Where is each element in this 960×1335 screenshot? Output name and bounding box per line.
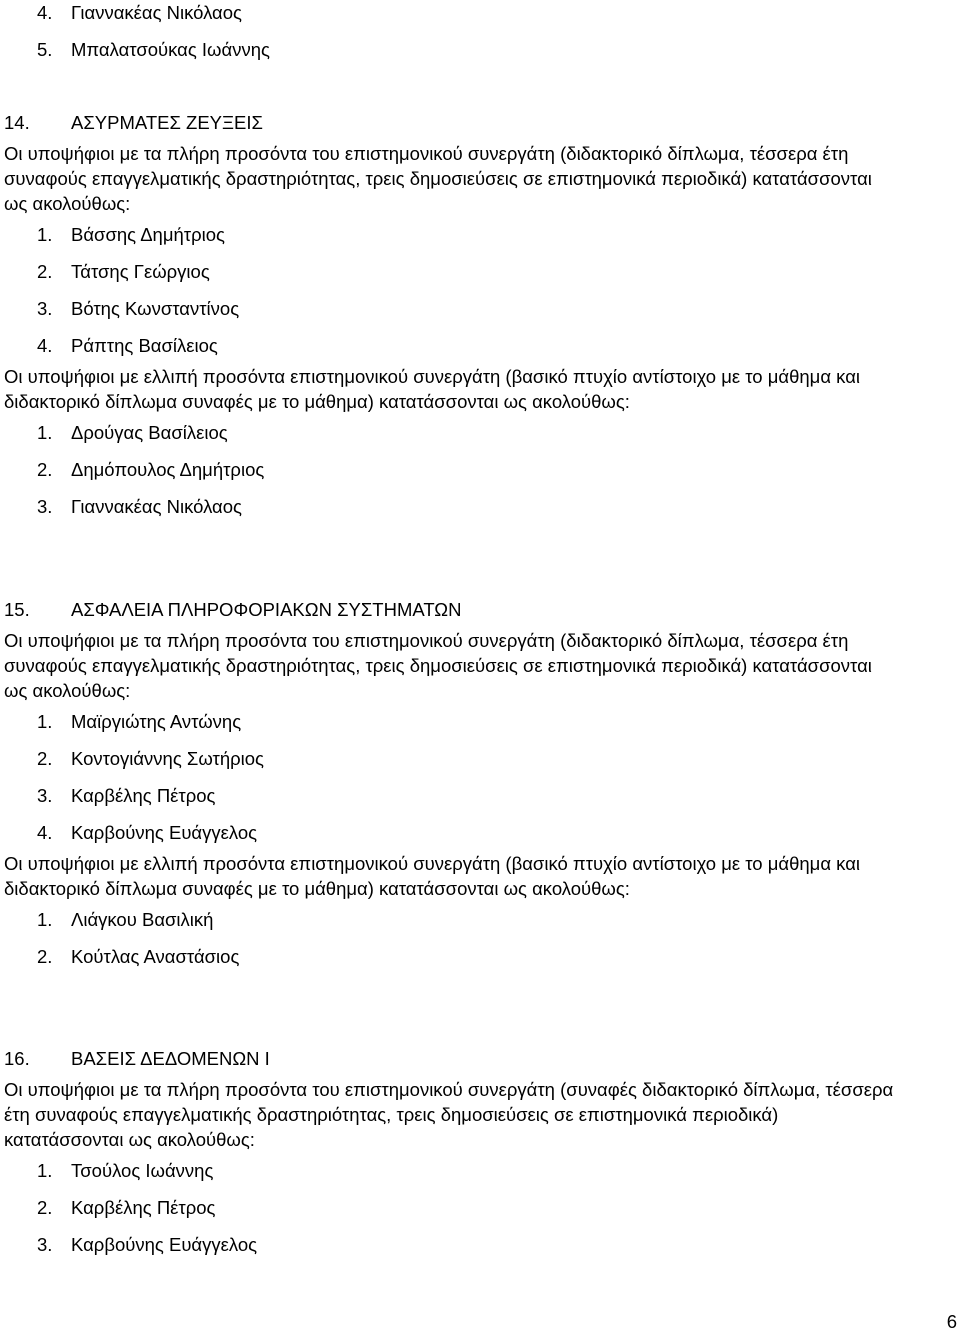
list-item [4, 1226, 893, 1263]
list-item-name: Κοντογιάννης Σωτήριος [71, 747, 264, 769]
section-heading [4, 591, 872, 628]
list-item-number: 5. [37, 38, 53, 60]
list-item-name: Λιάγκου Βασιλική [71, 908, 214, 930]
list-item-name: Τσούλος Ιωάννης [71, 1159, 214, 1181]
section-title: ΒΑΣΕΙΣ ΔΕΔΟΜΕΝΩΝ Ι [71, 1047, 270, 1069]
full-qualifications-intro [4, 141, 872, 216]
paragraph-line: συναφούς επαγγελματικής δραστηριότητας, τρεις δημοσιεύσεις σε επιστημονικά περιοδικά) κατατάσσονται [4, 168, 872, 189]
list-item-number: 1. [37, 710, 53, 732]
paragraph-line: διδακτορικό δίπλωμα συναφές με το μάθημα) κατατάσσονται ως ακολούθως: [4, 878, 630, 899]
list-item-name: Καρβούνης Ευάγγελος [71, 821, 258, 843]
list-item [4, 488, 872, 525]
list-item-number: 3. [37, 1233, 53, 1255]
partial-qualifications-intro [4, 851, 872, 901]
section-15 [4, 591, 872, 975]
list-item-number: 3. [37, 495, 53, 517]
list-item-name: Καρβέλης Πέτρος [71, 1196, 216, 1218]
list-item [4, 740, 872, 777]
partial-qualifications-intro [4, 364, 872, 414]
paragraph-line: ως ακολούθως: [4, 193, 131, 214]
paragraph-line: Οι υποψήφιοι με τα πλήρη προσόντα του επιστημονικού συνεργάτη (διδακτορικό δίπλωμα, τέσσερα έτη [4, 143, 849, 164]
list-item-name: Γιαννακέας Νικόλαος [71, 495, 242, 517]
list-item-name: Δρούγας Βασίλειος [71, 421, 228, 443]
list-item-number: 2. [37, 747, 53, 769]
list-item [4, 1189, 893, 1226]
list-item-name: Ράπτης Βασίλειος [71, 334, 218, 356]
list-item-number: 1. [37, 908, 53, 930]
list-item [4, 216, 872, 253]
list-item [4, 31, 270, 68]
paragraph-line: κατατάσσονται ως ακολούθως: [4, 1129, 255, 1150]
paragraph-line: Οι υποψήφιοι με τα πλήρη προσόντα του επιστημονικού συνεργάτη (συναφές διδακτορικό δίπλωμα, τέσσερα [4, 1079, 894, 1100]
paragraph-line: διδακτορικό δίπλωμα συναφές με το μάθημα) κατατάσσονται ως ακολούθως: [4, 391, 630, 412]
paragraph-line: ως ακολούθως: [4, 680, 131, 701]
list-item-number: 4. [37, 334, 53, 356]
list-item [4, 901, 872, 938]
list-item-name: Δημόπουλος Δημήτριος [71, 458, 265, 480]
list-item-name: Γιαννακέας Νικόλαος [71, 1, 242, 23]
list-item [4, 451, 872, 488]
list-item-number: 2. [37, 260, 53, 282]
full-qualifications-list [4, 703, 872, 851]
list-item [4, 938, 872, 975]
continued-list [4, 0, 270, 68]
list-item-name: Μαϊργιώτης Αντώνης [71, 710, 242, 732]
list-item-name: Καρβούνης Ευάγγελος [71, 1233, 258, 1255]
full-qualifications-list [4, 1152, 893, 1263]
list-item-number: 3. [37, 784, 53, 806]
full-qualifications-intro [4, 628, 872, 703]
partial-qualifications-list [4, 414, 872, 525]
list-item [4, 253, 872, 290]
section-number: 16. [4, 1047, 30, 1069]
paragraph-line: Οι υποψήφιοι με ελλιπή προσόντα επιστημονικού συνεργάτη (βασικό πτυχίο αντίστοιχο με το μάθημα και [4, 366, 860, 387]
section-title: ΑΣΥΡΜΑΤΕΣ ΖΕΥΞΕΙΣ [71, 111, 263, 133]
list-item-number: 2. [37, 458, 53, 480]
section-heading [4, 1040, 893, 1077]
list-item-name: Καρβέλης Πέτρος [71, 784, 216, 806]
list-item-name: Βάσσης Δημήτριος [71, 223, 225, 245]
list-item-number: 2. [37, 945, 53, 967]
section-14 [4, 104, 872, 525]
section-title: ΑΣΦΑΛΕΙΑ ΠΛΗΡΟΦΟΡΙΑΚΩΝ ΣΥΣΤΗΜΑΤΩΝ [71, 598, 462, 620]
list-item [4, 0, 270, 31]
list-item-name: Κούτλας Αναστάσιος [71, 945, 240, 967]
full-qualifications-intro [4, 1077, 893, 1152]
list-item-name: Τάτσης Γεώργιος [71, 260, 210, 282]
list-item-number: 1. [37, 1159, 53, 1181]
list-item-number: 3. [37, 297, 53, 319]
paragraph-line: Οι υποψήφιοι με ελλιπή προσόντα επιστημονικού συνεργάτη (βασικό πτυχίο αντίστοιχο με το μάθημα και [4, 853, 860, 874]
list-item [4, 814, 872, 851]
list-item [4, 1152, 893, 1189]
list-item [4, 703, 872, 740]
list-item [4, 777, 872, 814]
list-item-number: 2. [37, 1196, 53, 1218]
section-heading [4, 104, 872, 141]
list-item [4, 327, 872, 364]
paragraph-line: συναφούς επαγγελματικής δραστηριότητας, τρεις δημοσιεύσεις σε επιστημονικά περιοδικά) κατατάσσονται [4, 655, 872, 676]
full-qualifications-list [4, 216, 872, 364]
paragraph-line: έτη συναφούς επαγγελματικής δραστηριότητας, τρεις δημοσιεύσεις σε επιστημονικά περιοδικά) [4, 1104, 779, 1125]
list-item [4, 414, 872, 451]
paragraph-line: Οι υποψήφιοι με τα πλήρη προσόντα του επιστημονικού συνεργάτη (διδακτορικό δίπλωμα, τέσσερα έτη [4, 630, 849, 651]
list-item-name: Βότης Κωνσταντίνος [71, 297, 240, 319]
partial-qualifications-list [4, 901, 872, 975]
list-item-number: 4. [37, 821, 53, 843]
list-item [4, 290, 872, 327]
list-item-number: 1. [37, 223, 53, 245]
section-16 [4, 1040, 893, 1263]
page-number: 6 [946, 1311, 957, 1332]
section-number: 14. [4, 111, 30, 133]
list-item-name: Μπαλατσούκας Ιωάννης [71, 38, 270, 60]
list-item-number: 1. [37, 421, 53, 443]
list-item-number: 4. [37, 1, 53, 23]
section-number: 15. [4, 598, 30, 620]
